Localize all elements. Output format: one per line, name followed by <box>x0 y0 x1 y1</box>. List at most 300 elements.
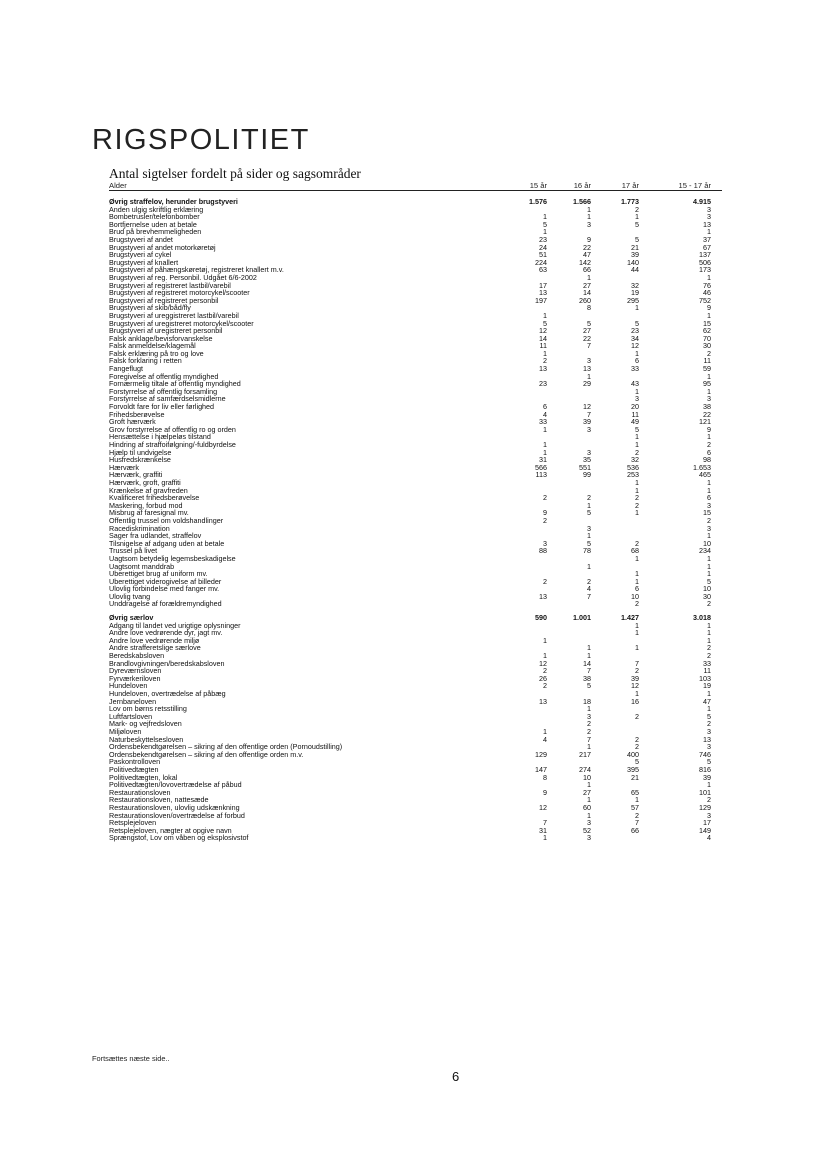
row-value-col2: 1 <box>587 371 591 381</box>
row-value-col2: 1 <box>587 643 591 653</box>
row-value-col2: 5 <box>587 538 591 548</box>
table-row <box>109 834 722 842</box>
row-value-col3: 2 <box>635 204 639 214</box>
row-label: Jernbaneloven <box>109 696 157 706</box>
table-row <box>109 213 722 221</box>
row-label: Falsk anmeldelse/klagemål <box>109 341 196 351</box>
row-label: Andre strafferetslige særlove <box>109 643 201 653</box>
row-value-col4: 15 <box>703 318 711 328</box>
row-value-col2: 7 <box>587 409 591 419</box>
row-value-col4: 10 <box>703 584 711 594</box>
row-label: Miljøloven <box>109 726 142 736</box>
row-value-col2: 1 <box>587 795 591 805</box>
row-value-col3: 21 <box>631 772 639 782</box>
row-value-col2: 274 <box>579 764 591 774</box>
row-value-col2: 29 <box>583 379 591 389</box>
row-value-col1: 8 <box>543 772 547 782</box>
row-value-col4: 3.018 <box>693 613 711 623</box>
row-value-col2: 1 <box>587 561 591 571</box>
page-title: Antal sigtelser fordelt på sider og sagsområder <box>109 166 361 181</box>
row-value-col1: 1 <box>543 424 547 434</box>
row-value-col3: 1 <box>635 485 639 495</box>
header-label-alder: Alder <box>109 181 127 190</box>
row-value-col1: 33 <box>539 417 547 427</box>
row-value-col2: 2 <box>587 493 591 503</box>
row-value-col4: 59 <box>703 364 711 374</box>
row-value-col4: 1 <box>707 561 711 571</box>
row-value-col3: 5 <box>635 757 639 767</box>
row-value-col2: 3 <box>587 523 591 533</box>
logo-rigspolitiet: RIGSPOLITIET <box>92 124 310 156</box>
row-value-col1: 1 <box>543 227 547 237</box>
row-value-col4: 3 <box>707 500 711 510</box>
row-label: Hindring af straffoifølgning/-fuldbyrdelse <box>109 440 236 449</box>
row-label: Brugstyveri af reg. Personbil. Udgået 6/6-2002 <box>109 272 257 282</box>
table-row <box>109 600 722 608</box>
table-row <box>109 728 722 736</box>
row-value-col3: 7 <box>635 658 639 668</box>
row-value-col4: 3 <box>707 394 711 404</box>
row-value-col3: 1 <box>635 348 639 358</box>
row-value-col3: 19 <box>631 288 639 298</box>
row-value-col1: 23 <box>539 234 547 244</box>
row-value-col1: 3 <box>543 538 547 548</box>
row-value-col3: 1 <box>635 212 639 222</box>
row-value-col3: 6 <box>635 584 639 594</box>
row-label: Politivedtægten, lokal <box>109 772 178 782</box>
row-value-col1: 1 <box>543 635 547 645</box>
row-value-col2: 35 <box>583 455 591 465</box>
row-value-col3: 2 <box>635 493 639 503</box>
row-label: Politivedtægten <box>109 764 159 774</box>
row-label: Hærværk, groft, graffiti <box>109 477 181 487</box>
row-label: Andre love vedrørende dyr, jagt mv. <box>109 628 223 638</box>
row-value-col1: 1 <box>543 440 547 449</box>
row-value-col3: 32 <box>631 280 639 290</box>
row-value-col3: 2 <box>635 599 639 609</box>
row-value-col4: 70 <box>703 333 711 343</box>
row-label: Naturbeskyttelsesloven <box>109 734 184 744</box>
table-row <box>109 713 722 721</box>
row-value-col3: 12 <box>631 681 639 691</box>
row-value-col2: 3 <box>587 833 591 843</box>
row-value-col4: 234 <box>699 546 711 556</box>
row-value-col3: 536 <box>627 462 639 472</box>
row-value-col4: 746 <box>699 749 711 759</box>
row-value-col1: 2 <box>543 666 547 676</box>
row-value-col4: 103 <box>699 673 711 683</box>
row-value-col2: 18 <box>583 696 591 706</box>
row-value-col1: 17 <box>539 280 547 290</box>
table-row <box>109 494 722 502</box>
row-value-col1: 129 <box>535 749 547 759</box>
row-label: Brud på brevhemmeligheden <box>109 227 202 237</box>
row-label: Øvrig særlov <box>109 613 154 623</box>
row-value-col4: 15 <box>703 508 711 518</box>
row-value-col1: 6 <box>543 402 547 412</box>
row-value-col1: 1 <box>543 310 547 320</box>
row-value-col3: 1 <box>635 508 639 518</box>
row-value-col2: 52 <box>583 825 591 835</box>
row-label: Grov forstyrrelse af offentlig ro og orden <box>109 424 236 434</box>
row-value-col2: 1 <box>587 272 591 282</box>
row-value-col4: 752 <box>699 295 711 305</box>
row-value-col1: 24 <box>539 242 547 252</box>
row-label: Fornærmelig tiltale af offentlig myndighed <box>109 379 241 389</box>
row-label: Andre love vedrørende miljø <box>109 635 200 645</box>
row-value-col3: 2 <box>635 447 639 457</box>
row-value-col4: 17 <box>703 818 711 828</box>
row-value-col1: 1.576 <box>529 197 547 206</box>
row-value-col1: 9 <box>543 787 547 797</box>
row-label: Forvoldt fare for liv eller førlighed <box>109 402 215 412</box>
row-value-col4: 2 <box>707 515 711 525</box>
row-value-col1: 4 <box>543 409 547 419</box>
row-value-col4: 1 <box>707 569 711 579</box>
row-label: Brugstyveri af uregistreret personbil <box>109 326 223 336</box>
row-value-col4: 6 <box>707 493 711 503</box>
row-value-col4: 5 <box>707 576 711 586</box>
row-label: Husfredskrænkelse <box>109 455 171 465</box>
row-value-col2: 3 <box>587 447 591 457</box>
table-row <box>109 751 722 759</box>
row-label: Ordensbekendtgørelsen – sikring af den offentlige orden m.v. <box>109 749 304 759</box>
row-label: Brugstyveri af skib/båd/fly <box>109 303 191 313</box>
row-value-col3: 253 <box>627 470 639 480</box>
row-value-col1: 566 <box>535 462 547 472</box>
row-value-col3: 2 <box>635 666 639 676</box>
row-value-col4: 1 <box>707 272 711 282</box>
row-value-col1: 51 <box>539 250 547 260</box>
row-value-col3: 1 <box>635 553 639 563</box>
row-value-col4: 11 <box>703 356 711 366</box>
section-saerlov <box>109 614 722 842</box>
row-value-col2: 1 <box>587 651 591 661</box>
row-value-col4: 816 <box>699 764 711 774</box>
row-value-col3: 1 <box>635 620 639 630</box>
table-row <box>109 403 722 411</box>
row-label: Racediskrimination <box>109 523 170 533</box>
row-value-col4: 1 <box>707 689 711 698</box>
row-value-col4: 1 <box>707 628 711 638</box>
row-label: Brugstyveri af uregistreret motorcykel/scooter <box>109 318 254 328</box>
table-row <box>109 629 722 637</box>
row-value-col3: 32 <box>631 455 639 465</box>
row-value-col3: 1 <box>635 432 639 442</box>
row-value-col1: 1 <box>543 726 547 736</box>
row-label: Restaurationsloven, ulovlig udskænkning <box>109 802 240 812</box>
row-value-col1: 5 <box>543 219 547 229</box>
row-label: Brugstyveri af registreret motorcykel/scooter <box>109 288 250 298</box>
table-row <box>109 555 722 563</box>
row-value-col1: 2 <box>543 576 547 586</box>
row-value-col4: 5 <box>707 711 711 721</box>
row-value-col1: 9 <box>543 508 547 518</box>
row-value-col4: 506 <box>699 257 711 267</box>
row-value-col1: 224 <box>535 257 547 267</box>
table-row <box>109 644 722 652</box>
row-label: Unddragelse af forældremyndighed <box>109 599 222 609</box>
row-value-col4: 62 <box>703 326 711 336</box>
row-value-col4: 1 <box>707 432 711 442</box>
row-value-col4: 2 <box>707 643 711 653</box>
continued-note: Fortsættes næste side.. <box>92 1054 170 1063</box>
row-value-col1: 2 <box>543 681 547 691</box>
table-row <box>109 471 722 479</box>
row-value-col4: 1 <box>707 485 711 495</box>
row-value-col2: 1 <box>587 531 591 541</box>
row-label: Brugstyveri af knallert <box>109 257 179 267</box>
row-label: Uagtsom betydelig legemsbeskadigelse <box>109 553 236 563</box>
statistics-table <box>109 181 722 842</box>
row-value-col2: 2 <box>587 719 591 729</box>
row-value-col3: 5 <box>635 424 639 434</box>
row-value-col3: 2 <box>635 538 639 548</box>
row-value-col1: 2 <box>543 515 547 525</box>
row-value-col4: 95 <box>703 379 711 389</box>
row-value-col4: 10 <box>703 538 711 548</box>
row-value-col2: 5 <box>587 508 591 518</box>
header-col-16: 16 år <box>573 181 591 190</box>
row-label: Brugstyveri af registreret personbil <box>109 295 219 305</box>
row-label: Forstyrrelse af samfærdselsmidlerne <box>109 394 226 404</box>
row-value-col4: 13 <box>703 734 711 744</box>
row-value-col4: 4.915 <box>693 197 711 206</box>
row-value-col3: 44 <box>631 265 639 275</box>
row-value-col2: 7 <box>587 734 591 744</box>
row-label: Adgang til landet ved urigtige oplysninger <box>109 620 241 630</box>
row-value-col4: 3 <box>707 726 711 736</box>
row-value-col3: 43 <box>631 379 639 389</box>
row-value-col1: 5 <box>543 318 547 328</box>
row-value-col2: 27 <box>583 326 591 336</box>
row-value-col1: 11 <box>539 341 547 351</box>
row-value-col3: 295 <box>627 295 639 305</box>
row-label: Frihedsberøvelse <box>109 409 165 419</box>
row-value-col1: 1 <box>543 447 547 457</box>
row-label: Sprængstof, Lov om våben og eksplosivstof <box>109 833 249 843</box>
row-value-col3: 1 <box>635 440 639 449</box>
row-value-col2: 2 <box>587 576 591 586</box>
row-label: Ulovlig tvang <box>109 591 151 601</box>
row-value-col3: 400 <box>627 749 639 759</box>
row-label: Falsk anklage/bevisforvanskelse <box>109 333 213 343</box>
row-value-col4: 98 <box>703 455 711 465</box>
row-value-col4: 47 <box>703 696 711 706</box>
row-label: Tilsnigelse af adgang uden at betale <box>109 538 225 548</box>
row-value-col2: 1.566 <box>573 197 591 206</box>
row-value-col1: 113 <box>535 470 547 480</box>
row-value-col2: 1 <box>587 500 591 510</box>
row-label: Hærværk <box>109 462 139 472</box>
row-value-col4: 149 <box>699 825 711 835</box>
row-label: Hundeloven <box>109 681 148 691</box>
row-value-col4: 173 <box>699 265 711 275</box>
row-value-col4: 46 <box>703 288 711 298</box>
row-value-col1: 88 <box>539 546 547 556</box>
row-value-col1: 63 <box>539 265 547 275</box>
row-value-col2: 5 <box>587 318 591 328</box>
row-value-col4: 1 <box>707 386 711 396</box>
header-col-total: 15 - 17 år <box>678 181 711 190</box>
row-value-col2: 78 <box>583 546 591 556</box>
row-label: Restaurationsloven <box>109 787 171 797</box>
row-value-col1: 13 <box>539 591 547 601</box>
row-value-col3: 1.773 <box>621 197 639 206</box>
row-label: Ordensbekendtgørelsen – sikring af den offentlige orden (Pornoudstilling) <box>109 742 343 752</box>
row-value-col4: 33 <box>703 658 711 668</box>
row-value-col4: 137 <box>699 250 711 260</box>
row-value-col2: 551 <box>579 462 591 472</box>
row-value-col3: 39 <box>631 673 639 683</box>
row-value-col3: 68 <box>631 546 639 556</box>
row-value-col3: 57 <box>631 802 639 812</box>
row-value-col3: 1 <box>635 303 639 313</box>
row-label: Øvrig straffelov, herunder brugstyveri <box>109 197 238 206</box>
row-value-col2: 9 <box>587 234 591 244</box>
row-value-col1: 1 <box>543 348 547 358</box>
row-value-col3: 2 <box>635 810 639 820</box>
table-row <box>109 812 722 820</box>
row-value-col3: 7 <box>635 818 639 828</box>
row-value-col4: 22 <box>703 409 711 419</box>
row-value-col4: 3 <box>707 742 711 752</box>
row-value-col2: 142 <box>579 257 591 267</box>
row-value-col4: 38 <box>703 402 711 412</box>
row-value-col2: 4 <box>587 584 591 594</box>
row-label: Falsk erklæring på tro og love <box>109 348 204 358</box>
row-value-col2: 13 <box>583 364 591 374</box>
row-value-col4: 1 <box>707 620 711 630</box>
row-value-col3: 49 <box>631 417 639 427</box>
table-row <box>109 206 722 214</box>
table-row <box>109 502 722 510</box>
row-value-col2: 14 <box>583 288 591 298</box>
row-value-col4: 6 <box>707 447 711 457</box>
row-value-col3: 1 <box>635 576 639 586</box>
row-value-col4: 3 <box>707 523 711 533</box>
row-value-col4: 2 <box>707 795 711 805</box>
row-label: Retsplejeloven, nægter at opgive navn <box>109 825 232 835</box>
row-value-col2: 1 <box>587 704 591 714</box>
row-value-col3: 1 <box>635 643 639 653</box>
row-label: Brugstyveri af andet motorkøretøj <box>109 242 216 252</box>
row-value-col2: 3 <box>587 711 591 721</box>
row-label: Foregivelse af offentlig myndighed <box>109 371 219 381</box>
row-value-col4: 9 <box>707 303 711 313</box>
row-value-col4: 1 <box>707 227 711 237</box>
table-row <box>109 720 722 728</box>
row-value-col1: 4 <box>543 734 547 744</box>
row-value-col2: 10 <box>583 772 591 782</box>
row-value-col3: 12 <box>631 341 639 351</box>
section-straffelov <box>109 198 722 608</box>
row-label: Brugstyveri af registreret lastbil/varebil <box>109 280 231 290</box>
row-value-col2: 27 <box>583 280 591 290</box>
row-value-col1: 1 <box>543 833 547 843</box>
row-value-col4: 1 <box>707 780 711 790</box>
row-value-col2: 1 <box>587 742 591 752</box>
row-value-col4: 5 <box>707 757 711 767</box>
header-col-17: 17 år <box>621 181 639 190</box>
row-label: Kvalificeret frihedsberøvelse <box>109 493 200 503</box>
row-value-col2: 38 <box>583 673 591 683</box>
row-label: Hærværk, graffiti <box>109 470 163 480</box>
table-row <box>109 705 722 713</box>
row-label: Paskontrolloven <box>109 757 161 767</box>
row-value-col1: 7 <box>543 818 547 828</box>
row-label: Hjælp til undvigelse <box>109 447 172 457</box>
row-label: Fangeflugt <box>109 364 143 374</box>
row-value-col4: 30 <box>703 591 711 601</box>
row-value-col2: 5 <box>587 681 591 691</box>
row-value-col1: 26 <box>539 673 547 683</box>
row-value-col3: 65 <box>631 787 639 797</box>
row-value-col3: 1 <box>635 386 639 396</box>
row-value-col4: 2 <box>707 348 711 358</box>
row-value-col4: 11 <box>703 666 711 676</box>
row-value-col3: 2 <box>635 500 639 510</box>
row-value-col2: 14 <box>583 658 591 668</box>
row-label: Restaurationsloven, nattesæde <box>109 795 209 805</box>
row-value-col3: 21 <box>631 242 639 252</box>
row-label: Offentlig trussel om voldshandlinger <box>109 515 224 525</box>
row-value-col1: 12 <box>539 802 547 812</box>
row-value-col1: 1 <box>543 651 547 661</box>
row-value-col2: 7 <box>587 666 591 676</box>
table-row <box>109 441 722 449</box>
row-value-col3: 66 <box>631 825 639 835</box>
row-value-col4: 1 <box>707 635 711 645</box>
row-label: Uberettiget viderogivelse af billeder <box>109 576 222 586</box>
row-value-col3: 1.427 <box>621 613 639 623</box>
row-label: Beredskabsloven <box>109 651 165 661</box>
row-value-col4: 121 <box>699 417 711 427</box>
page-number: 6 <box>452 1069 460 1084</box>
row-value-col3: 2 <box>635 742 639 752</box>
row-label: Falsk forklaring i retten <box>109 356 182 366</box>
row-value-col3: 2 <box>635 711 639 721</box>
row-value-col3: 6 <box>635 356 639 366</box>
row-value-col2: 1 <box>587 204 591 214</box>
row-value-col2: 1 <box>587 780 591 790</box>
row-value-col3: 1 <box>635 477 639 487</box>
row-label: Mark- og vejfredsloven <box>109 719 182 729</box>
row-label: Brugstyveri af påhængskøretøj, registreret knallert m.v. <box>109 265 284 275</box>
table-row <box>109 479 722 487</box>
row-label: Groft hærværk <box>109 417 156 427</box>
table-row <box>109 228 722 236</box>
row-value-col2: 99 <box>583 470 591 480</box>
row-label: Trussel på livet <box>109 546 158 556</box>
row-value-col2: 3 <box>587 356 591 366</box>
row-value-col3: 16 <box>631 696 639 706</box>
row-value-col3: 10 <box>631 591 639 601</box>
row-value-col4: 30 <box>703 341 711 351</box>
row-value-col3: 5 <box>635 234 639 244</box>
row-value-col2: 260 <box>579 295 591 305</box>
row-value-col3: 23 <box>631 326 639 336</box>
row-label: Krænkelse af gravfreden <box>109 485 188 495</box>
row-label: Brugstyveri af ureggistreret lastbil/varebil <box>109 310 239 320</box>
row-value-col1: 147 <box>535 764 547 774</box>
row-value-col4: 1.653 <box>693 462 711 472</box>
row-label: Anden ulgig skriftlig erklæring <box>109 204 204 214</box>
row-value-col1: 2 <box>543 493 547 503</box>
row-value-col1: 2 <box>543 356 547 366</box>
row-value-col4: 1 <box>707 553 711 563</box>
row-value-col3: 3 <box>635 394 639 404</box>
